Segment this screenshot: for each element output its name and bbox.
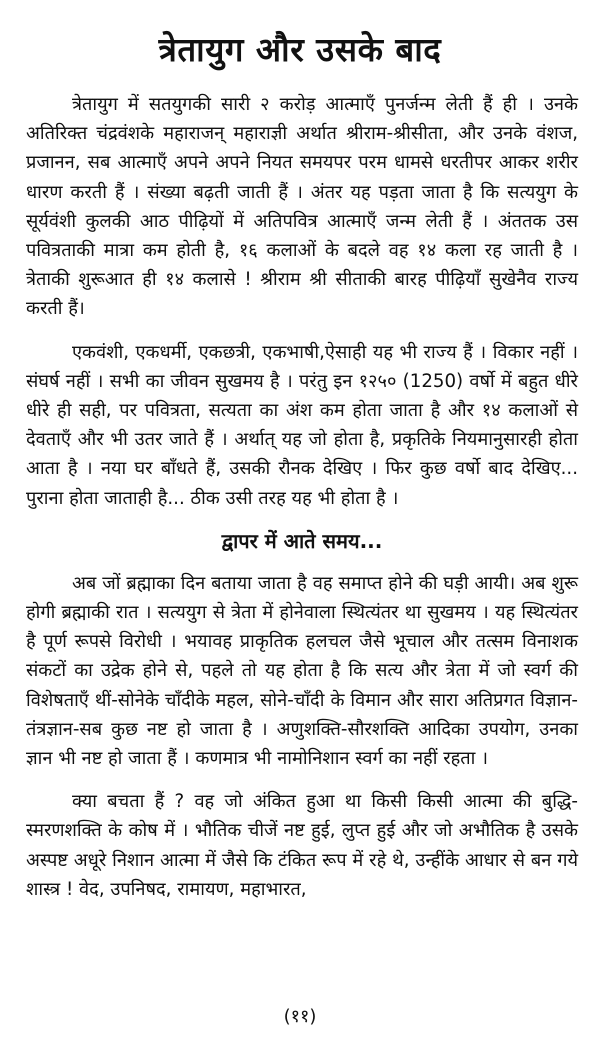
paragraph: एकवंशी, एकधर्मी, एकछत्री, एकभाषी,ऐसाही यह भी राज्य हैं । विकार नहीं । संघर्ष नहीं । सभी का जीवन सुखमय है । परंतु इन १२५० (1250) वर्षो में बहुत धीरे धीरे ही सही, पर पवित्रता, सत्यता का अंश कम होता जाता है और १४ कलाओं से देवताएँ और भी उतर जाते हैं । अर्थात् यह जो होता है, प्रकृतिके नियमानुसारही होता आता है । नया घर बाँधते हैं, उसकी रौनक देखिए । फिर कुछ वर्षो बाद देखिए... पुराना होता जाताही है... ठीक उसी तरह यह भी होता है ।	[26, 341, 578, 509]
paragraph: अब जों ब्रह्माका दिन बताया जाता है वह समाप्त होने की घड़ी आयी। अब शुरू होगी ब्रह्माकी रात । सत्ययुग से त्रेता में होनेवाला स्थित्यंतर था सुखमय । यह स्थित्यंतर है पूर्ण रूपसे विरोधी । भयावह प्राकृतिक हलचल जैसे भूचाल और तत्सम विनाशक संकटों का उद्रेक होने से, पहले तो यह होता है कि सत्य और त्रेता में जो स्वर्ग की विशेषताएँ थीं-सोनेके चाँदीके महल, सोने-चाँदी के विमान और सारा अतिप्रगत विज्ञान-तंत्रज्ञान-सब कुछ नष्ट हो जाता है । अणुशक्ति-सौरशक्ति आदिका उपयोग, उनका ज्ञान भी नष्ट हो जाता हैं । कणमात्र भी नामोनिशान स्वर्ग का नहीं रहता ।	[26, 572, 578, 770]
body-text	[26, 90, 578, 918]
section-heading: द्वापर में आते समय...	[221, 528, 383, 553]
paragraph: त्रेतायुग में सतयुगकी सारी २ करोड़ आत्माएँ पुनर्जन्म लेती हैं ही । उनके अतिरिक्त चंद्रवंशके महाराजन् महाराज्ञी अर्थात श्रीराम-श्रीसीता, और उनके वंशज, प्रजानन, सब आत्माएँ अपने अपने नियत समयपर परम धामसे धरतीपर आकर शरीर धारण करती हैं । संख्या बढ़ती जाती हैं । अंतर यह पड़ता जाता है कि सत्ययुग के सूर्यवंशी कुलकी आठ पीढ़ियों में अतिपवित्र आत्माएँ जन्म लेती हैं । अंततक उस पवित्रताकी मात्रा कम होती है, १६ कलाओं के बदले वह १४ कला रह जाती है । त्रेताकी शुरूआत ही १४ कलासे ! श्रीराम श्री सीताकी बारह पीढ़ियाँ सुखेनैव राज्य करती हैं।	[26, 94, 578, 320]
paragraph: क्या बचता हैं ? वह जो अंकित हुआ था किसी किसी आत्मा की बुद्धि-स्मरणशक्ति के कोष में । भौतिक चीजें नष्ट हुई, लुप्त हुई और जो अभौतिक है उसके अस्पष्ट अधूरे निशान आत्मा में जैसे कि टंकित रूप में रहे थे, उन्हींके आधार से बन गये शास्त्र ! वेद, उपनिषद, रामायण, महाभारत,	[26, 791, 578, 900]
page-title: त्रेतायुग और उसके बाद	[158, 30, 442, 70]
page-number: (११)	[283, 1006, 317, 1027]
